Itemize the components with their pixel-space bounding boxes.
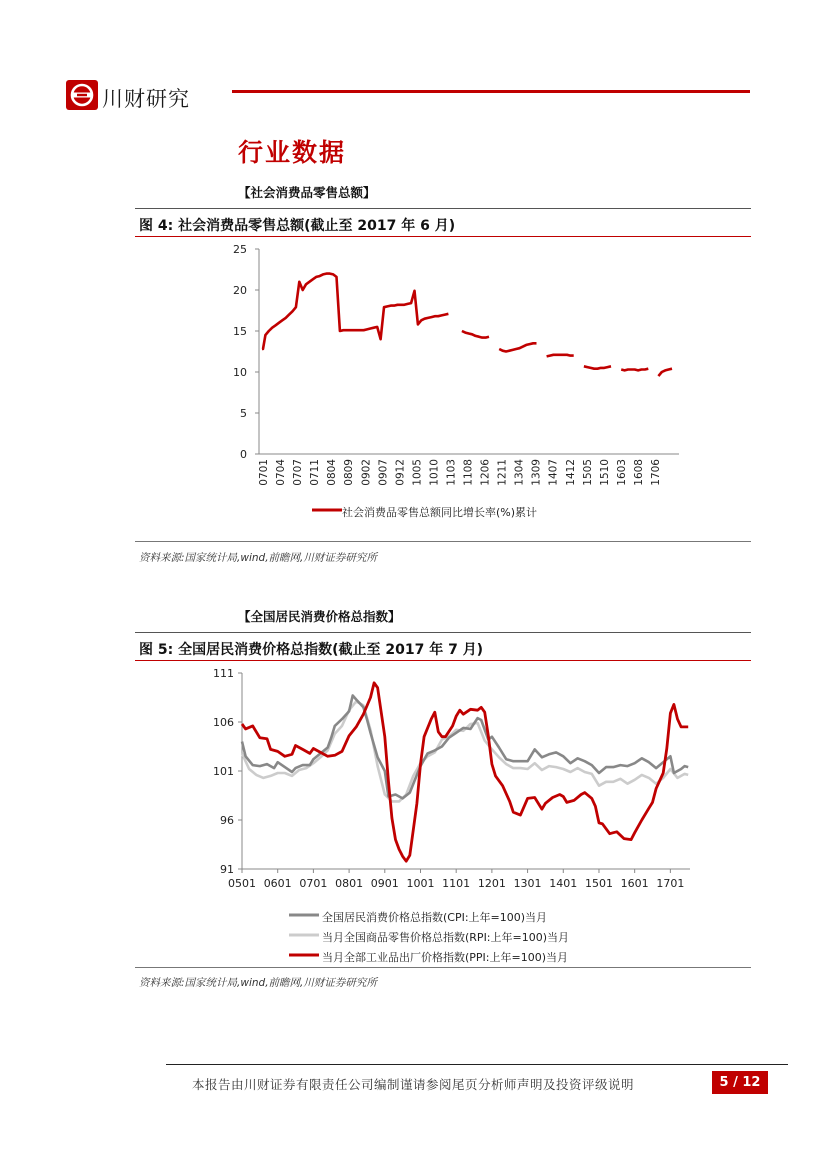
x-tick-label: 0701 [299,877,328,890]
cpi-legend-label: 全国居民消费价格总指数(CPI:上年=100)当月 [322,911,548,924]
figure4-legend-label: 社会消费品零售总额同比增长率(%)累计 [342,506,538,519]
ppi-legend-label: 当月全部工业品出厂价格指数(PPI:上年=100)当月 [322,951,569,964]
figure5-title-rule [135,660,751,661]
x-tick-label: 1103 [445,459,458,486]
y-tick-label: 15 [233,325,247,338]
y-tick-label: 10 [233,366,247,379]
x-tick-label: 1505 [581,459,594,486]
figure5-bottom-rule [135,967,751,968]
x-tick-label: 0804 [326,459,339,486]
figure4-source: 资料来源:国家统计局,wind,前瞻网,川财证券研究所 [139,552,377,564]
x-tick-label: 1206 [479,459,492,486]
figure5-source: 资料来源:国家统计局,wind,前瞻网,川财证券研究所 [139,977,377,989]
retail-growth-series [658,369,672,376]
x-tick-label: 0601 [263,877,292,890]
x-tick-label: 1010 [428,459,441,486]
footer-rule [166,1064,788,1065]
x-tick-label: 1608 [632,459,645,486]
x-tick-label: 0902 [360,459,373,486]
x-tick-label: 0501 [228,877,256,890]
ppi-series [242,683,688,861]
rpi-legend-label: 当月全国商品零售价格总指数(RPI:上年=100)当月 [322,931,570,944]
footer-disclaimer: 本报告由川财证券有限责任公司编制谨请参阅尾页分析师声明及投资评级说明 [192,1077,635,1092]
x-tick-label: 1603 [615,459,628,486]
x-tick-label: 0704 [275,459,288,486]
figure4-title-rule [135,236,751,237]
x-tick-label: 1701 [656,877,685,890]
cpi-chart [135,662,751,902]
x-tick-label: 0701 [258,459,270,486]
x-tick-label: 1401 [549,877,578,890]
figure5-title: 图 5: 全国居民消费价格总指数(截止至 2017 年 7 月) [139,642,484,658]
x-tick-label: 0711 [309,459,322,486]
x-tick-label: 0901 [370,877,399,890]
logo-icon [66,80,98,110]
x-tick-label: 0707 [292,459,305,486]
y-tick-label: 111 [213,667,234,680]
y-tick-label: 91 [220,863,234,876]
figure4-top-rule [135,208,751,209]
x-tick-label: 1201 [477,877,506,890]
y-tick-label: 96 [220,814,234,827]
x-tick-label: 0912 [394,459,407,486]
page-number: 5 / 12 [712,1071,768,1094]
section-title: 行业数据 [238,138,347,167]
x-tick-label: 1301 [513,877,542,890]
x-tick-label: 0809 [343,459,356,486]
x-tick-label: 1601 [620,877,649,890]
y-tick-label: 101 [213,765,234,778]
x-tick-label: 1510 [598,459,611,486]
figure5-subheading: 【全国居民消费价格总指数】 [238,609,401,624]
y-tick-label: 25 [233,243,247,256]
retail-growth-series [621,369,648,371]
x-tick-label: 1706 [650,459,662,486]
figure4-bottom-rule [135,541,751,542]
y-tick-label: 5 [240,407,247,420]
x-tick-label: 1108 [462,459,475,486]
x-tick-label: 1412 [564,459,577,486]
retail-growth-series [262,274,448,349]
x-tick-label: 1101 [442,877,471,890]
y-tick-label: 0 [240,448,247,461]
figure4-subheading: 【社会消费品零售总额】 [238,185,376,200]
x-tick-label: 1501 [584,877,613,890]
ppi-legend-swatch [289,949,323,961]
x-tick-label: 1001 [406,877,435,890]
cpi-legend-swatch [289,909,323,921]
y-tick-label: 106 [213,716,234,729]
x-tick-label: 1304 [513,459,526,486]
retail-growth-series [499,343,536,351]
x-tick-label: 1309 [530,459,543,486]
rpi-legend-swatch [289,929,323,941]
x-tick-label: 0801 [335,877,364,890]
x-tick-label: 1211 [496,459,509,486]
header-rule [232,90,750,93]
retail-sales-chart [135,240,751,530]
x-tick-label: 1005 [411,459,424,486]
cpi-series [242,696,688,799]
retail-growth-series [547,355,574,357]
retail-growth-series [584,366,611,368]
x-tick-label: 0907 [377,459,390,486]
retail-growth-series [462,331,489,338]
y-tick-label: 20 [233,284,247,297]
brand-name: 川财研究 [102,87,190,111]
x-tick-label: 1407 [547,459,560,486]
figure4-title: 图 4: 社会消费品零售总额(截止至 2017 年 6 月) [139,218,456,234]
figure5-top-rule [135,632,751,633]
